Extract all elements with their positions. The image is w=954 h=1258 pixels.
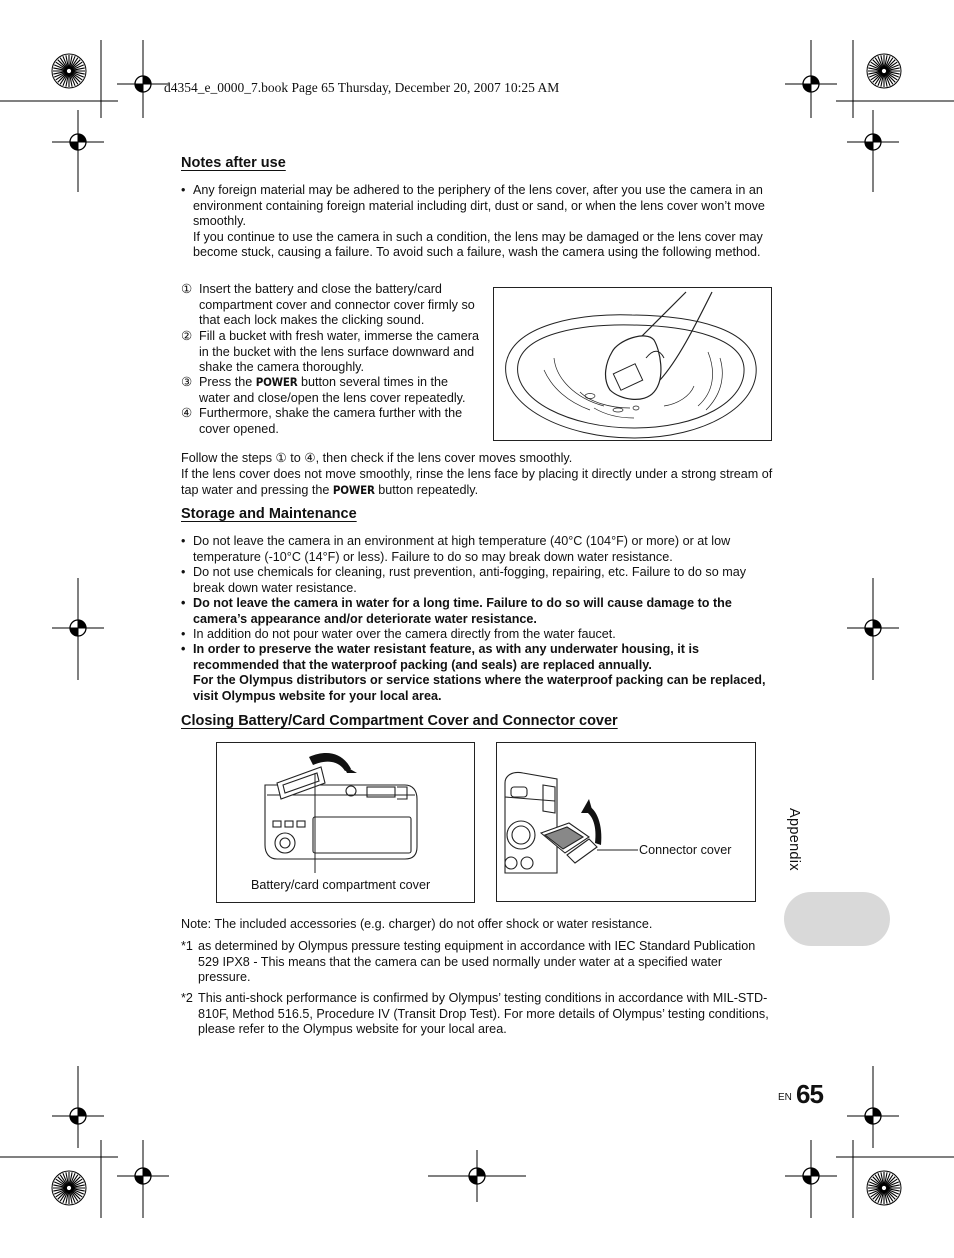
footnote-2 (181, 991, 773, 1038)
power-label: POWER (332, 482, 375, 497)
language-code: EN (778, 1092, 792, 1103)
battery-cover-drawing (217, 743, 474, 873)
connector-cover-drawing (497, 743, 755, 901)
closing-heading: Closing Battery/Card Compartment Cover and Connector cover (181, 713, 618, 729)
follow-steps-text: Follow the steps ① to ④, then check if the lens cover moves smoothly. (181, 451, 573, 465)
storage-item-bold: • In order to preserve the water resistant feature, as with any underwater housing, it is recommended that the waterproof packing (and seals) are replaced annually. For the Olympus distributors or service stations where the waterproof packing can be replaced, visit Olympus website for your local area. (181, 642, 766, 703)
camera-in-water-drawing (494, 288, 771, 440)
page-number: 65 (796, 1079, 823, 1109)
step-text: Furthermore, shake the camera further with the cover opened. (199, 406, 463, 436)
step-number: ② (181, 329, 193, 343)
footnote-mark: *2 (181, 991, 193, 1005)
connector-cover-caption: Connector cover (639, 843, 732, 857)
bullet: • (181, 183, 186, 197)
accessories-note: Note: The included accessories (e.g. charger) do not offer shock or water resistance. (181, 917, 653, 931)
notes-heading: Notes after use (181, 155, 286, 171)
notes-intro (181, 183, 773, 261)
step-3 (181, 375, 481, 406)
storage-heading: Storage and Maintenance (181, 506, 357, 522)
step-4 (181, 406, 481, 437)
rinse-text: If the lens cover does not move smoothly, rinse the lens face by placing it directly under a strong stream of tap water and pressing the POWER button repeatedly. (181, 467, 773, 497)
storage-item: • Do not use chemicals for cleaning, rust prevention, anti-fogging, repairing, etc. Failure to do so may break down water resistance. (181, 565, 747, 595)
step-number: ④ (181, 406, 193, 420)
step-text: Fill a bucket with fresh water, immerse the camera in the bucket with the lens surface downward and shake the camera thoroughly. (199, 329, 479, 374)
battery-cover-caption: Battery/card compartment cover (251, 878, 431, 892)
section-tab (784, 892, 890, 946)
footnote-mark: *1 (181, 939, 193, 953)
book-header: d4354_e_0000_7.book Page 65 Thursday, December 20, 2007 10:25 AM (164, 80, 560, 95)
step-2 (181, 329, 481, 376)
storage-item-bold: • Do not leave the camera in water for a long time. Failure to do so will cause damage to the camera’s appearance and/or deteriorate water resistance. (181, 596, 732, 626)
step-number: ③ (181, 375, 193, 389)
step-text: Press the POWER button several times in the water and close/open the lens cover repeatedly. (199, 375, 466, 405)
notes-intro-p2: If you continue to use the camera in such a condition, the lens may be damaged or the lens cover may become stuck, causing a failure. To avoid such a failure, wash the camera using the following method. (193, 229, 763, 259)
bucket-illustration (493, 287, 772, 441)
notes-intro-p1: Any foreign material may be adhered to the periphery of the lens cover, after you use the camera in an environment containing foreign material including dirt, dust or sand, or when the lens cover won’t move smoothly. (193, 183, 765, 228)
storage-item: • In addition do not pour water over the camera directly from the water faucet. (181, 627, 616, 641)
footnote-1 (181, 939, 773, 986)
storage-item: • Do not leave the camera in an environment at high temperature (40°C (104°F) or more) or at low temperature (-10°C (14°F) or less). Failure to do so may break down water resistance. (181, 534, 731, 564)
appendix-side-label: Appendix (786, 808, 802, 871)
step-1 (181, 282, 481, 329)
battery-cover-illustration (216, 742, 475, 903)
step-text: Insert the battery and close the battery/card compartment cover and connector cover firmly so that each lock makes the clicking sound. (199, 282, 475, 327)
power-label: POWER (255, 375, 298, 389)
footnote-text: as determined by Olympus pressure testing equipment in accordance with IEC Standard Publication 529 IPX8 - This means that the camera can be used normally under water at a specified water pressure. (198, 939, 756, 984)
connector-cover-illustration (496, 742, 756, 902)
step-number: ① (181, 282, 193, 296)
footnote-text: This anti-shock performance is confirmed by Olympus’ testing conditions in accordance with MIL-STD-810F, Method 516.5, Procedure IV (Transit Drop Test). For more details of Olympus’ testing conditions, please refer to the Olympus website for your local area. (198, 991, 769, 1036)
